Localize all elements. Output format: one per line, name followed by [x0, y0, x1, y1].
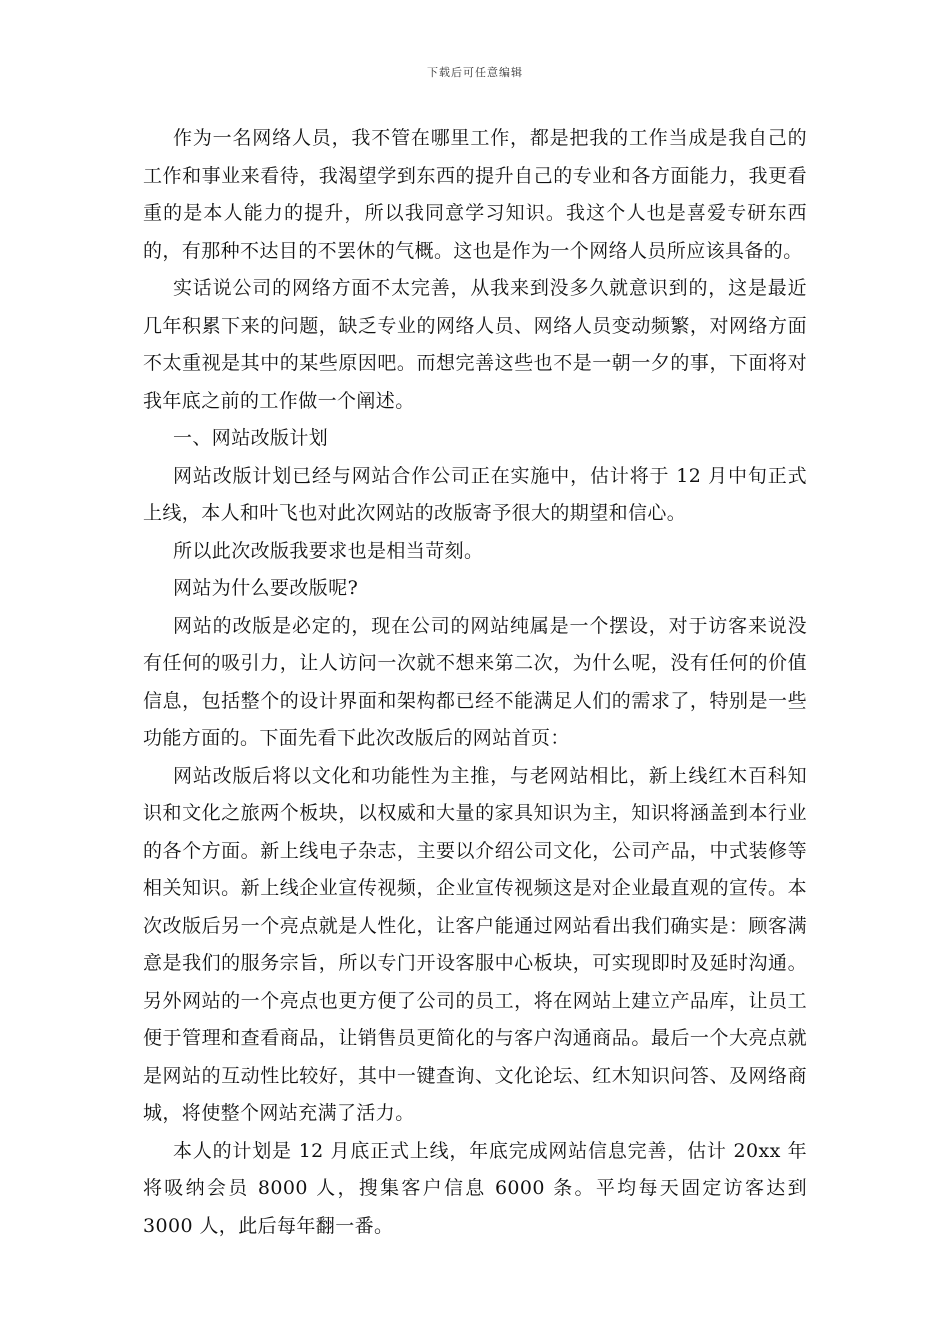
- document-body: [143, 120, 807, 1245]
- paragraph-intro: 作为一名网络人员，我不管在哪里工作，都是把我的工作当成是我自己的工作和事业来看待，我渴望学到东西的提升自己的专业和各方面能力，我更看重的是本人能力的提升，所以我同意学习知识。我这个人也是喜爱专研东西的，有那种不达目的不罢休的气概。这也是作为一个网络人员所应该具备的。: [143, 127, 807, 262]
- paragraph-redesign-features: 网站改版后将以文化和功能性为主推，与老网站相比，新上线红木百科知识和文化之旅两个板块，以权威和大量的家具知识为主，知识将涵盖到本行业的各个方面。新上线电子杂志，主要以介绍公司文化，公司产品，中式装修等相关知识。新上线企业宣传视频，企业宣传视频这是对企业最直观的宣传。本次改版后另一个亮点就是人性化，让客户能通过网站看出我们确实是：顾客满意是我们的服务宗旨，所以专门开设客服中心板块，可实现即时及延时沟通。另外网站的一个亮点也更方便了公司的员工，将在网站上建立产品库，让员工便于管理和查看商品，让销售员更简化的与客户沟通商品。最后一个大亮点就是网站的互动性比较好，其中一键查询、文化论坛、红木知识问答、及网络商城，将使整个网站充满了活力。: [143, 764, 807, 1124]
- paragraph-why-redesign: 网站为什么要改版呢?: [173, 577, 359, 599]
- paragraph-launch-goals: 本人的计划是 12 月底正式上线，年底完成网站信息完善，估计 20xx 年将吸纳会员 8000 人，搜集客户信息 6000 条。平均每天固定访客达到 3000 人，此后每年翻一番。: [143, 1139, 807, 1237]
- paragraph-redesign-plan: 网站改版计划已经与网站合作公司正在实施中，估计将于 12 月中旬正式上线，本人和叶飞也对此次网站的改版寄予很大的期望和信心。: [143, 464, 807, 524]
- paragraph-redesign-necessity: 网站的改版是必定的，现在公司的网站纯属是一个摆设，对于访客来说没有任何的吸引力，让人访问一次就不想来第二次，为什么呢，没有任何的价值信息，包括整个的设计界面和架构都已经不能满足人们的需求了，特别是一些功能方面的。下面先看下此次改版后的网站首页：: [143, 614, 807, 749]
- section-heading-website-redesign: 一、网站改版计划: [173, 427, 329, 449]
- paragraph-strict-requirements: 所以此次改版我要求也是相当苛刻。: [173, 539, 484, 562]
- paragraph-network-status: 实话说公司的网络方面不太完善，从我来到没多久就意识到的，这是最近几年积累下来的问题，缺乏专业的网络人员、网络人员变动频繁，对网络方面不太重视是其中的某些原因吧。而想完善这些也不是一朝一夕的事，下面将对我年底之前的工作做一个阐述。: [143, 277, 807, 412]
- page-header: 下载后可任意编辑: [427, 66, 523, 79]
